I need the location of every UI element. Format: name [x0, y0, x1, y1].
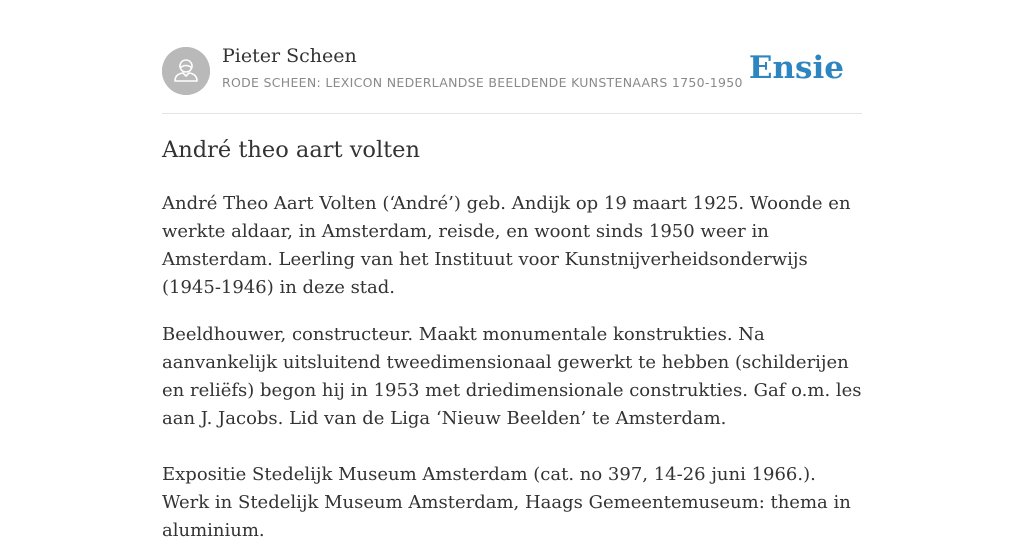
author-avatar[interactable] — [162, 47, 210, 95]
article-paragraph: Expositie Stedelijk Museum Amsterdam (cat. no 397, 14-26 juni 1966.). Werk in Stedelijk Museum Amsterdam, Haags Gemeentemuseum: thema in aluminium. — [162, 464, 851, 541]
article-paragraph: Beeldhouwer, constructeur. Maakt monumentale konstrukties. Na aanvankelijk uitsluitend tweedimensionaal gewerkt te hebben (schilderijen en reliëfs) begon hij in 1953 met driedimensionale construkties. Gaf o.m. les aan J. Jacobs. Lid van de Liga ‘Nieuw Beelden’ te Amsterdam. — [162, 324, 862, 429]
source-label[interactable]: RODE SCHEEN: LEXICON NEDERLANDSE BEELDENDE KUNSTENAARS 1750-1950 — [222, 75, 743, 90]
article-header — [162, 0, 862, 114]
article-title: André theo aart volten — [162, 137, 420, 163]
brand-logo[interactable]: Ensie — [748, 50, 844, 86]
article-paragraph: André Theo Aart Volten (‘André’) geb. Andijk op 19 maart 1925. Woonde en werkte aldaar, in Amsterdam, reisde, en woont sinds 1950 weer in Amsterdam. Leerling van het Instituut voor Kunstnijverheidsonderwijs (1945-1946) in deze stad. — [162, 193, 851, 298]
user-icon — [162, 47, 210, 95]
content-column — [162, 0, 862, 541]
author-name[interactable]: Pieter Scheen — [222, 45, 357, 67]
article-body — [162, 190, 862, 545]
paragraph-spacer — [162, 433, 862, 461]
